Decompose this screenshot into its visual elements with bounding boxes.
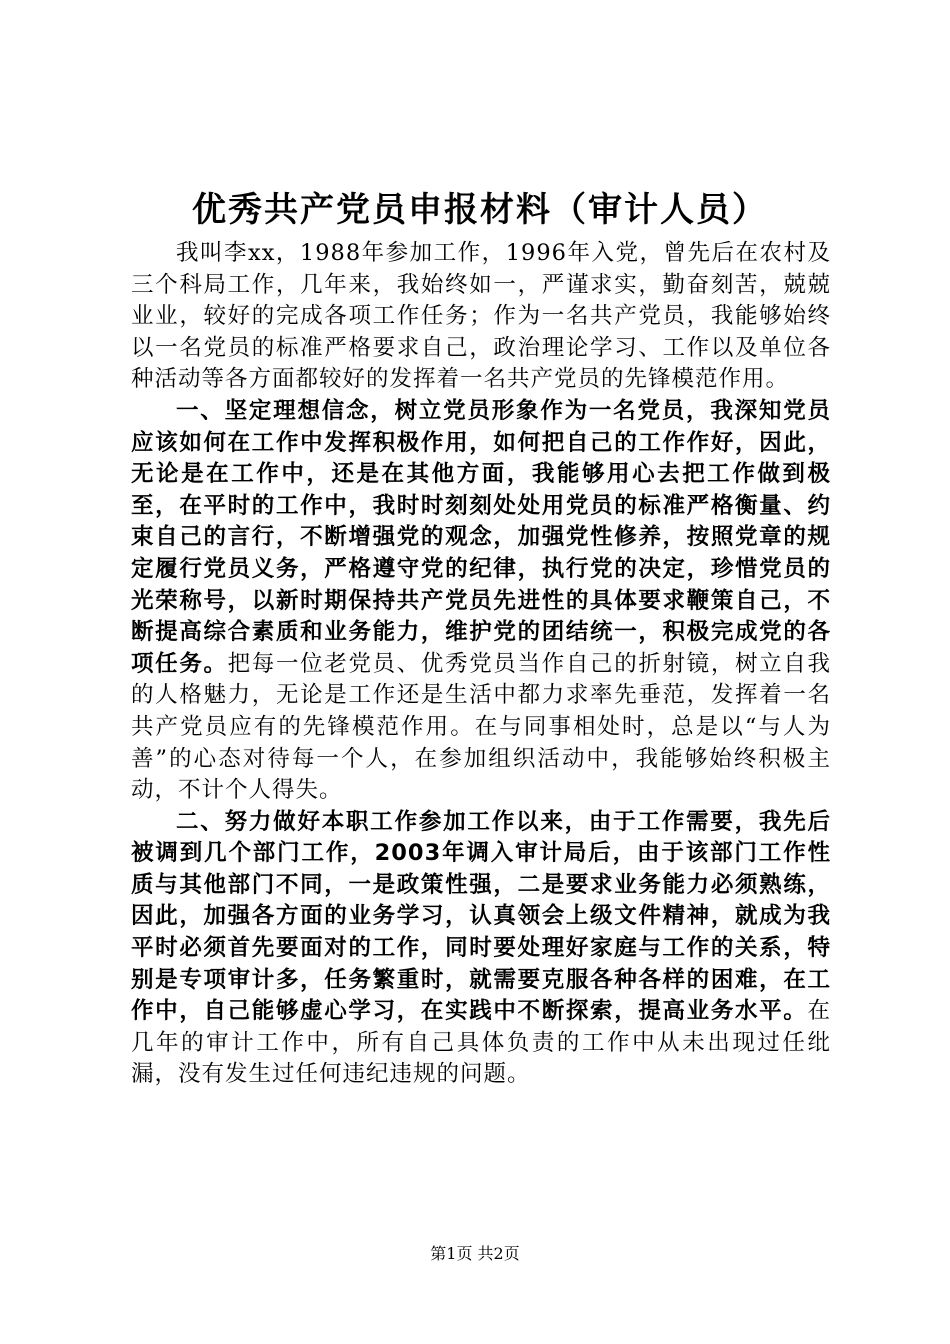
paragraph-intro-text: 我叫李xx，1988年参加工作，1996年入党，曾先后在农村及三个科局工作，几年来，我始终如一，严谨求实，勤奋刻苦，兢兢业业，较好的完成各项工作任务；作为一名共产党员，我能够始终以一名党员的标准严格要求自己，政治理论学习、工作以及单位各种活动等各方面都较好的发挥着一名共产党员的先锋模范作用。	[131, 240, 831, 393]
paragraph-section-2-bold: 二、努力做好本职工作参加工作以来，由于工作需要，我先后被调到几个部门工作，2003年调入审计局后，由于该部门工作性质与其他部门不同，一是政策性强，二是要求业务能力必须熟练，因此，加强各方面的业务学习，认真领会上级文件精神，就成为我平时必须首先要面对的工作，同时要处理好家庭与工作的关系，特别是专项审计多，任务繁重时，就需要克服各种各样的困难，在工作中，自己能够虚心学习，在实践中不断探索，提高业务水平。	[131, 808, 831, 1025]
document-body	[131, 238, 831, 1091]
document-title: 优秀共产党员申报材料（审计人员）	[192, 190, 768, 230]
paragraph-section-2	[131, 807, 831, 1091]
paragraph-section-1	[131, 396, 831, 807]
page-footer: 第1页 共2页	[430, 1244, 520, 1263]
paragraph-section-1-text: 把每一位老党员、优秀党员当作自己的折射镜，树立自我的人格魅力，无论是工作还是生活中都力求率先垂范，发挥着一名共产党员应有的先锋模范作用。在与同事相处时，总是以“与人为善”的心态对待每一个人，在参加组织活动中，我能够始终积极主动，不计个人得失。	[131, 650, 831, 804]
paragraph-section-1-bold: 一、坚定理想信念，树立党员形象作为一名党员，我深知党员应该如何在工作中发挥积极作用，如何把自己的工作作好，因此，无论是在工作中，还是在其他方面，我能够用心去把工作做到极至，在平时的工作中，我时时刻刻处处用党员的标准严格衡量、约束自己的言行，不断增强党的观念，加强党性修养，按照党章的规定履行党员义务，严格遵守党的纪律，执行党的决定，珍惜党员的光荣称号，以新时期保持共产党员先进性的具体要求鞭策自己，不断提高综合素质和业务能力，维护党的团结统一，积极完成党的各项任务。	[131, 397, 831, 677]
paragraph-intro	[131, 238, 831, 396]
paragraph-section-2-text: 在几年的审计工作中，所有自己具体负责的工作中从未出现过任纰漏，没有发生过任何违纪违规的问题。	[131, 998, 831, 1088]
